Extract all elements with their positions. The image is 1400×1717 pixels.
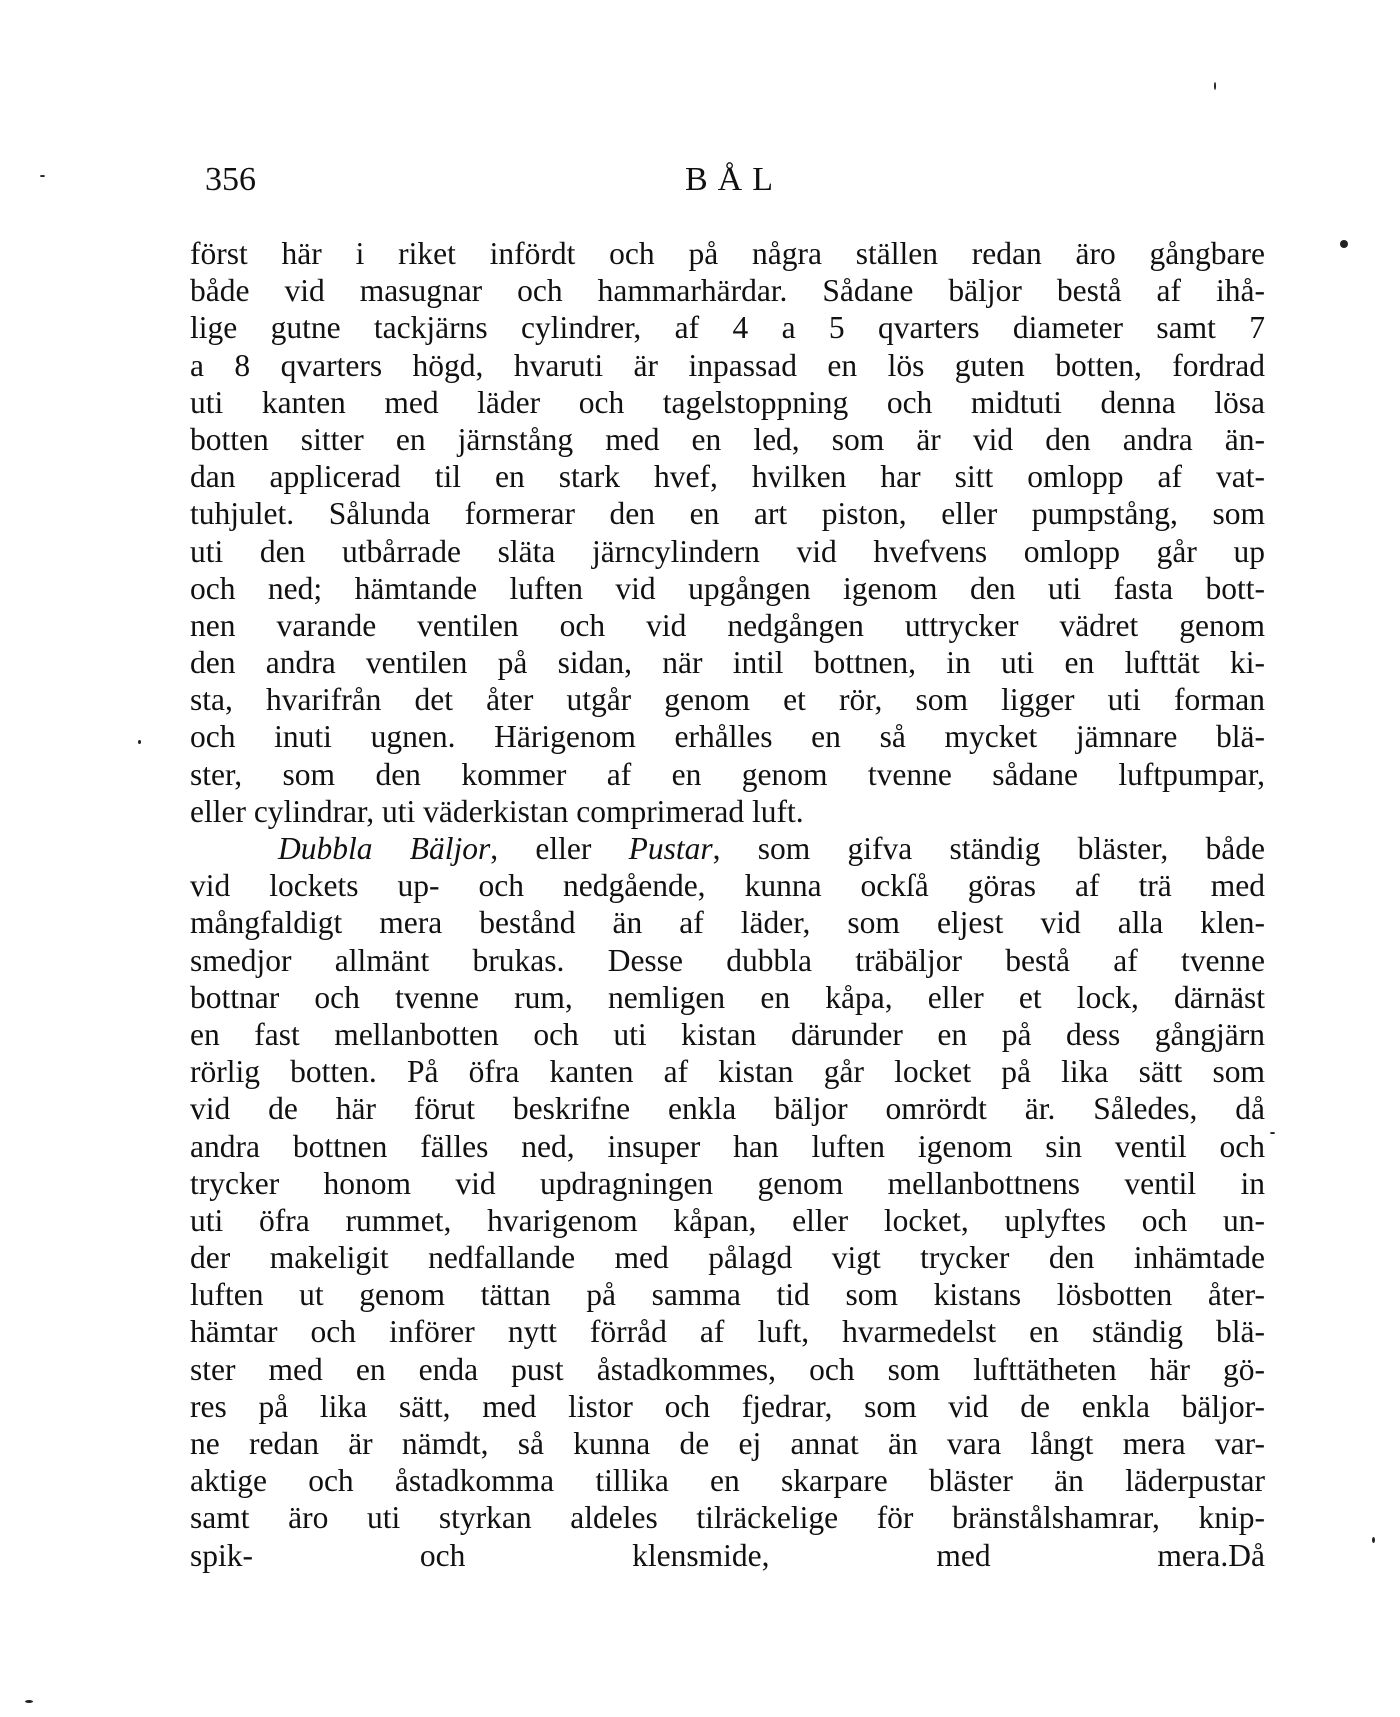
- text-line: först här i riket infördt och på några ställen redan äro gångbare: [190, 236, 1265, 271]
- connector-text: , eller: [490, 831, 629, 866]
- text-line: uti den utbårrade släta järncylindern vid hvefvens omlopp går up: [190, 533, 1265, 569]
- text-line: den andra ventilen på sidan, när intil bottnen, in uti en lufttät ki-: [190, 645, 1265, 681]
- text-line: ster, som den kommer af en genom tvenne sådane luftpumpar,: [190, 756, 1265, 792]
- text-line: ne redan är nämdt, så kunna de ej annat än vara långt mera var-: [190, 1426, 1265, 1461]
- body-text: [190, 235, 1265, 1574]
- text-line: luften ut genom tättan på samma tid som kistans lösbotten åter-: [190, 1277, 1265, 1313]
- last-line-text: spik- och klensmide, med mera.: [190, 1537, 1229, 1573]
- page-header: [205, 160, 1265, 210]
- text-line: hämtar och införer nytt förråd af luft, hvarmedelst en ständig blä-: [190, 1314, 1265, 1350]
- text-line: uti öfra rummet, hvarigenom kåpan, eller locket, uplyftes och un-: [190, 1202, 1265, 1238]
- text-line: smedjor allmänt brukas. Desse dubbla träbäljor bestå af tvenne: [190, 942, 1265, 978]
- catchword: Då: [1228, 1537, 1265, 1573]
- text-line: samt äro uti styrkan aldeles tilräckelige för bränstålshamrar, knip-: [190, 1500, 1265, 1536]
- italic-term: Pustar: [628, 831, 713, 866]
- ink-speck: [1340, 240, 1348, 248]
- text-line: nen varande ventilen och vid nedgången uttrycker vädret genom: [190, 607, 1265, 643]
- text-line: dan applicerad til en stark hvef, hvilken har sitt omlopp af vat-: [190, 459, 1265, 495]
- ink-speck: [1372, 1537, 1375, 1543]
- ink-speck: [138, 740, 141, 744]
- text-line: eller cylindrar, uti väderkistan comprimerad luft.: [190, 793, 804, 829]
- text-line: både vid masugnar och hammarhärdar. Sådane bäljor bestå af ihå-: [190, 273, 1265, 309]
- text-line: res på lika sätt, med listor och fjedrar, som vid de enkla bäljor-: [190, 1388, 1265, 1424]
- paragraph-2: [190, 830, 1265, 1574]
- text-line: vid de här förut beskrifne enkla bäljor omrördt är. Således, då: [190, 1091, 1265, 1127]
- text-line: andra bottnen fälles ned, insuper han luften igenom sin ventil och: [190, 1128, 1265, 1164]
- first-line-rest: , som gifva ständig bläster, både: [712, 831, 1265, 866]
- text-line: rörlig botten. På öfra kanten af kistan går locket på lika sätt som: [190, 1054, 1265, 1090]
- text-line: aktige och åstadkomma tillika en skarpare bläster än läderpustar: [190, 1463, 1265, 1499]
- text-line: bottnar och tvenne rum, nemligen en kåpa, eller et lock, därnäst: [190, 979, 1265, 1015]
- text-line-first: [190, 830, 1265, 867]
- text-line: och ned; hämtande luften vid upgången igenom den uti fasta bott-: [190, 570, 1265, 606]
- ink-speck: [1214, 82, 1216, 90]
- text-line: ster med en enda pust åstadkommes, och som lufttätheten här gö-: [190, 1351, 1265, 1387]
- text-line-last: [190, 1537, 1265, 1574]
- text-line: lige gutne tackjärns cylindrer, af 4 a 5 qvarters diameter samt 7: [190, 310, 1265, 346]
- text-line: mångfaldigt mera bestånd än af läder, som eljest vid alla klen-: [190, 905, 1265, 941]
- text-line: och inuti ugnen. Härigenom erhålles en så mycket jämnare blä-: [190, 719, 1265, 755]
- text-line: vid lockets up- och nedgående, kunna ockſå göras af trä med: [190, 868, 1265, 904]
- text-line: en fast mellanbotten och uti kistan därunder en på dess gångjärn: [190, 1016, 1265, 1052]
- paragraph-1: [190, 235, 1265, 830]
- text-line: sta, hvarifrån det åter utgår genom et rör, som ligger uti forman: [190, 682, 1265, 718]
- italic-term: Dubbla Bäljor: [278, 831, 491, 866]
- text-line: botten sitter en järnstång med en led, som är vid den andra än-: [190, 421, 1265, 457]
- ink-speck: [40, 175, 45, 177]
- ink-speck: [1270, 1132, 1275, 1134]
- running-head: BÅL: [685, 161, 783, 198]
- text-line: a 8 qvarters högd, hvaruti är inpassad en lös guten botten, fordrad: [190, 347, 1265, 383]
- text-line: der makeligit nedfallande med pålagd vigt trycker den inhämtade: [190, 1240, 1265, 1276]
- text-line: uti kanten med läder och tagelstoppning och midtuti denna lösa: [190, 384, 1265, 420]
- text-line: trycker honom vid updragningen genom mellanbottnens ventil in: [190, 1165, 1265, 1201]
- page-number: 356: [205, 161, 256, 198]
- ink-speck: [25, 1700, 33, 1703]
- text-line: tuhjulet. Sålunda formerar den en art piston, eller pumpstång, som: [190, 496, 1265, 532]
